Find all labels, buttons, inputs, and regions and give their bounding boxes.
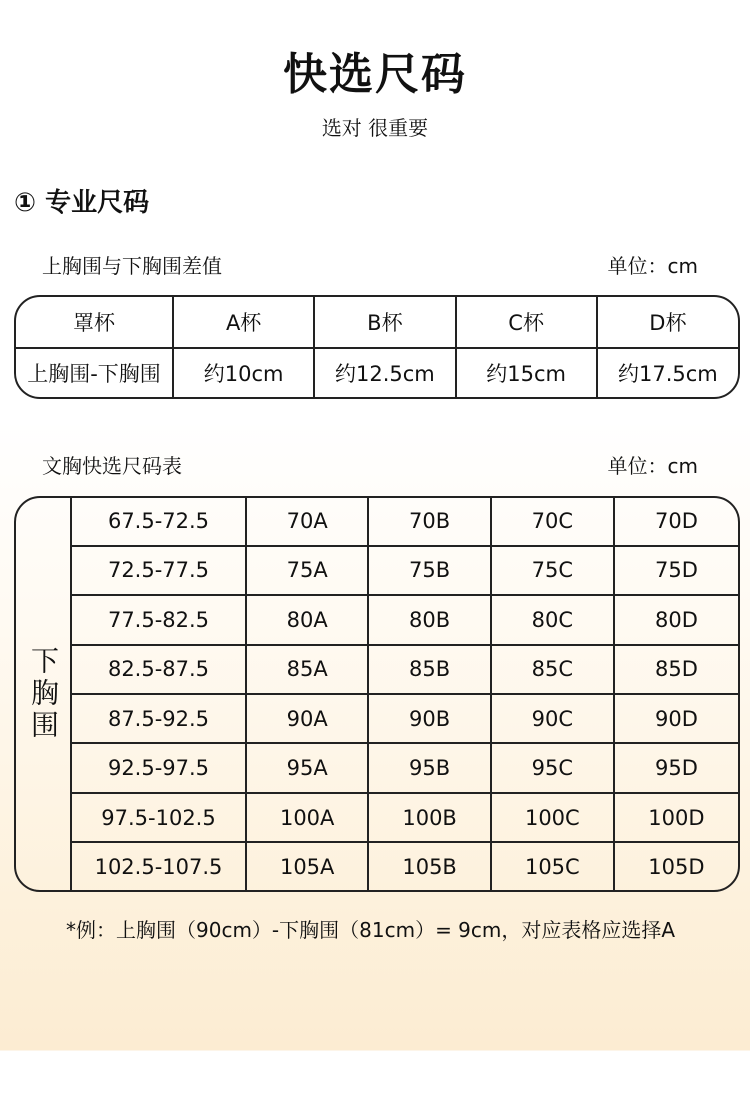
underbust-side-label: 下胸围 xyxy=(27,646,60,742)
table-row xyxy=(72,498,738,546)
table-cell: 上胸围-下胸围 xyxy=(16,348,173,397)
table-cell: B杯 xyxy=(314,297,455,348)
table-cell: D杯 xyxy=(597,297,738,348)
section-title: ① 专业尺码 xyxy=(14,188,150,218)
size-cell: 95C xyxy=(491,743,614,792)
example-note: *例：上胸围（90cm）-下胸围（81cm）= 9cm，对应表格应选择A xyxy=(66,918,676,942)
size-cell: 75C xyxy=(491,546,614,595)
underbust-range-cell: 92.5-97.5 xyxy=(72,743,246,792)
table-row xyxy=(72,595,738,644)
bra-size-table xyxy=(14,496,740,892)
table-header-row xyxy=(16,297,738,348)
table-cell: 约15cm xyxy=(456,348,597,397)
size-cell: 70D xyxy=(614,498,738,546)
size-cell: 80D xyxy=(614,595,738,644)
size-cell: 85A xyxy=(246,645,368,694)
size-cell: 100B xyxy=(368,793,490,842)
table-row xyxy=(72,645,738,694)
diff-table-label: 上胸围与下胸围差值 xyxy=(42,254,222,278)
size-cell: 90D xyxy=(614,694,738,743)
size-cell: 80B xyxy=(368,595,490,644)
size-cell: 100D xyxy=(614,793,738,842)
underbust-range-cell: 87.5-92.5 xyxy=(72,694,246,743)
size-cell: 70A xyxy=(246,498,368,546)
underbust-side-label-cell xyxy=(16,498,72,890)
size-cell: 85B xyxy=(368,645,490,694)
table-row xyxy=(72,793,738,842)
size-cell: 105B xyxy=(368,842,490,890)
table-row xyxy=(72,842,738,890)
page-subtitle: 选对 很重要 xyxy=(321,116,429,140)
size-cell: 90B xyxy=(368,694,490,743)
size-cell: 75A xyxy=(246,546,368,595)
size-grid xyxy=(72,498,738,890)
table-row xyxy=(72,743,738,792)
underbust-range-cell: 77.5-82.5 xyxy=(72,595,246,644)
size-cell: 95D xyxy=(614,743,738,792)
underbust-range-cell: 82.5-87.5 xyxy=(72,645,246,694)
table-cell: A杯 xyxy=(173,297,314,348)
table-row xyxy=(72,546,738,595)
table-row xyxy=(16,348,738,397)
size-cell: 80A xyxy=(246,595,368,644)
page-title: 快选尺码 xyxy=(283,49,467,100)
table-cell: 约17.5cm xyxy=(617,362,718,386)
table-cell: 约10cm xyxy=(173,348,314,397)
size-cell: 85C xyxy=(491,645,614,694)
table-cell: 约12.5cm xyxy=(314,348,455,397)
size-cell: 70C xyxy=(491,498,614,546)
size-cell: 105D xyxy=(648,854,705,879)
underbust-range-cell: 67.5-72.5 xyxy=(72,498,246,546)
size-cell: 90A xyxy=(246,694,368,743)
size-cell: 105A xyxy=(246,842,368,890)
diff-table-unit: 单位：cm xyxy=(607,254,698,278)
table-cell: C杯 xyxy=(456,297,597,348)
size-cell: 80C xyxy=(491,595,614,644)
underbust-range-cell: 97.5-102.5 xyxy=(72,793,246,842)
size-cell: 75D xyxy=(614,546,738,595)
underbust-range-cell: 72.5-77.5 xyxy=(72,546,246,595)
size-cell: 75B xyxy=(368,546,490,595)
table-row xyxy=(72,694,738,743)
size-cell: 105C xyxy=(491,842,614,890)
size-cell: 90C xyxy=(491,694,614,743)
size-cell: 95B xyxy=(368,743,490,792)
table-cell: 罩杯 xyxy=(16,297,173,348)
size-cell: 70B xyxy=(368,498,490,546)
size-cell: 85D xyxy=(614,645,738,694)
size-cell: 100C xyxy=(491,793,614,842)
size-cell: 95A xyxy=(246,743,368,792)
size-table-unit: 单位：cm xyxy=(607,454,698,478)
size-table-label: 文胸快选尺码表 xyxy=(42,454,182,478)
underbust-range-cell: 102.5-107.5 xyxy=(72,842,246,890)
size-cell: 100A xyxy=(246,793,368,842)
cup-difference-table xyxy=(14,295,740,399)
